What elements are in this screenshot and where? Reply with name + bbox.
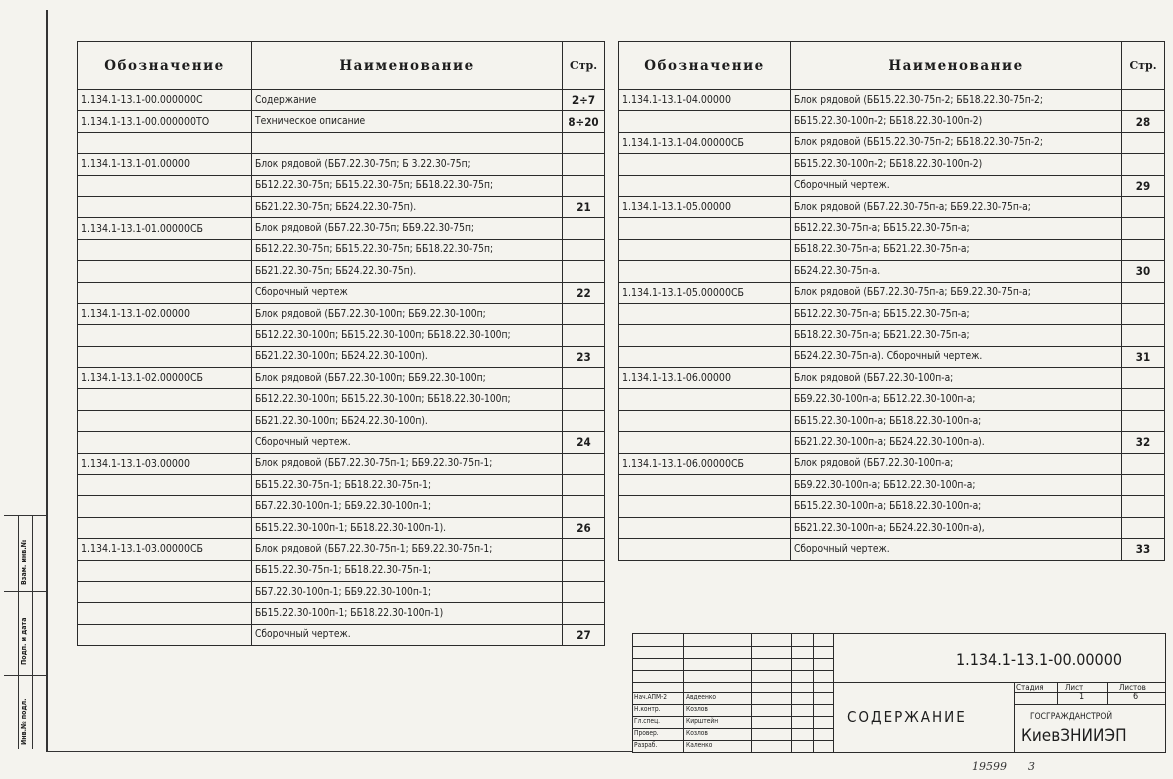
table-row [619,239,1165,260]
name-cell: ББ9.22.30-100п-а; ББ12.22.30-100п-а; [791,389,1122,410]
page-cell: 28 [1122,111,1165,132]
name-cell: ББ21.22.30-75п; ББ24.22.30-75п). [252,196,563,217]
designation-cell: 1.134.1-13.1-05.00000СБ [619,282,791,303]
page-cell [563,218,605,239]
name-cell: Блок рядовой (ББ7.22.30-100п-а; [791,368,1122,389]
designation-cell: 1.134.1-13.1-04.00000 [619,90,791,111]
name-cell: Блок рядовой (ББ7.22.30-100п; ББ9.22.30-100п; [252,303,563,324]
stage-label: Стадия [1016,683,1044,692]
name-cell: Блок рядовой (ББ15.22.30-75п-2; ББ18.22.30-75п-2; [791,132,1122,153]
table-row [78,496,605,517]
table-row [78,517,605,538]
name-cell: Блок рядовой (ББ15.22.30-75п-2; ББ18.22.30-75п-2; [791,90,1122,111]
name-cell: Блок рядовой (ББ7.22.30-100п; ББ9.22.30-100п; [252,368,563,389]
table-row [619,303,1165,324]
table-row [619,132,1165,153]
page-cell: 29 [1122,175,1165,196]
designation-cell [78,132,252,153]
page-cell: 21 [563,196,605,217]
table-row [78,132,605,153]
designation-cell [619,154,791,175]
page-cell [563,261,605,282]
page-cell: 31 [1122,346,1165,367]
signature-person: Козлов [686,729,708,737]
name-cell: ББ7.22.30-100п-1; ББ9.22.30-100п-1; [252,581,563,602]
name-cell: ББ7.22.30-100п-1; ББ9.22.30-100п-1; [252,496,563,517]
table-row [78,175,605,196]
table-row [78,603,605,624]
table-row [619,410,1165,431]
table-row [619,90,1165,111]
name-cell: ББ15.22.30-100п-а; ББ18.22.30-100п-а; [791,410,1122,431]
table-row [78,261,605,282]
org-line-2: КиевЗНИИЭП [1021,726,1127,746]
table-row [619,389,1165,410]
designation-cell [78,603,252,624]
page-header: Стр. [563,42,605,90]
table-row [78,475,605,496]
designation-cell [619,517,791,538]
name-cell: ББ12.22.30-100п; ББ15.22.30-100п; ББ18.22.30-100п; [252,389,563,410]
page-cell [563,154,605,175]
title-block [632,633,1166,753]
table-row [619,453,1165,474]
table-row [619,154,1165,175]
name-cell: ББ21.22.30-100п; ББ24.22.30-100п). [252,346,563,367]
signature-person: Кирштейн [686,717,719,725]
designation-cell [78,196,252,217]
page-cell [563,389,605,410]
name-cell: ББ15.22.30-100п-2; ББ18.22.30-100п-2) [791,154,1122,175]
page-cell: 30 [1122,261,1165,282]
designation-cell: 1.134.1-13.1-05.00000 [619,196,791,217]
page-cell: 32 [1122,432,1165,453]
table-row [78,368,605,389]
name-header: Наименование [252,42,563,90]
name-cell: Техническое описание [252,111,563,132]
table-row [78,453,605,474]
table-row [619,475,1165,496]
designation-cell [619,325,791,346]
designation-cell [619,475,791,496]
signature-person: Авдеенко [686,693,717,701]
page-cell [563,410,605,431]
page-cell [563,368,605,389]
name-cell: Содержание [252,90,563,111]
page-cell [563,303,605,324]
name-cell: Сборочный чертеж. [791,175,1122,196]
name-cell: Блок рядовой (ББ7.22.30-75п; Б 3.22.30-75п; [252,154,563,175]
frame-left-line [46,10,48,752]
page-cell [1122,218,1165,239]
page-cell [563,325,605,346]
doc-code: 1.134.1-13.1-00.00000 [956,650,1123,669]
contents-table-left [77,41,605,646]
table-row [619,111,1165,132]
name-cell: ББ12.22.30-75п; ББ15.22.30-75п; ББ18.22.30-75п; [252,175,563,196]
table-row [619,346,1165,367]
designation-cell: 1.134.1-13.1-00.000000ТО [78,111,252,132]
table-row [619,282,1165,303]
name-cell: Сборочный чертеж. [252,624,563,645]
designation-header: Обозначение [619,42,791,90]
designation-cell [619,346,791,367]
table-row [78,325,605,346]
designation-header: Обозначение [78,42,252,90]
page-cell [563,539,605,560]
designation-cell [619,496,791,517]
designation-cell [619,111,791,132]
table-row [78,389,605,410]
designation-cell [619,239,791,260]
page-cell [1122,303,1165,324]
table-row [619,496,1165,517]
name-cell: Блок рядовой (ББ7.22.30-75п; ББ9.22.30-75п; [252,218,563,239]
designation-cell [78,282,252,303]
designation-cell: 1.134.1-13.1-06.00000 [619,368,791,389]
name-cell: ББ21.22.30-100п-а; ББ24.22.30-100п-а), [791,517,1122,538]
page-cell [563,175,605,196]
signature-role: Н.контр. [634,705,661,713]
name-cell: ББ15.22.30-100п-2; ББ18.22.30-100п-2) [791,111,1122,132]
frame-bottom-line [46,751,632,752]
signature-role: Нач.АПМ-2 [634,693,668,701]
signature-role: Провер. [634,729,659,737]
name-cell: Блок рядовой (ББ7.22.30-75п-а; ББ9.22.30-75п-а; [791,196,1122,217]
side-binding-stamp [4,515,46,749]
designation-cell [619,175,791,196]
designation-cell [78,560,252,581]
page-cell [1122,132,1165,153]
name-cell: Блок рядовой (ББ7.22.30-100п-а; [791,453,1122,474]
name-cell: ББ12.22.30-75п; ББ15.22.30-75п; ББ18.22.30-75п; [252,239,563,260]
table-header-row [78,42,605,90]
doc-title: СОДЕРЖАНИЕ [847,708,967,726]
table-row [78,218,605,239]
page-cell: 26 [563,517,605,538]
contents-table-right [618,41,1165,561]
table-row [619,218,1165,239]
signature-role: Разраб. [634,741,658,749]
page-cell [563,581,605,602]
designation-cell [78,517,252,538]
side-stamp-label-2: Подп. и дата [20,617,28,665]
designation-cell [78,175,252,196]
designation-cell [78,496,252,517]
signature-role: Гл.спец. [634,717,661,725]
name-cell: Сборочный чертеж. [252,432,563,453]
table-row [619,175,1165,196]
table-row [78,624,605,645]
name-cell: ББ15.22.30-75п-1; ББ18.22.30-75п-1; [252,560,563,581]
signature-person: Каленко [686,741,713,749]
page-cell: 2÷7 [563,90,605,111]
name-cell: ББ15.22.30-100п-1; ББ18.22.30-100п-1). [252,517,563,538]
table-row [78,581,605,602]
table-row [619,517,1165,538]
designation-cell [78,346,252,367]
name-cell: ББ15.22.30-75п-1; ББ18.22.30-75п-1; [252,475,563,496]
name-cell: Блок рядовой (ББ7.22.30-75п-1; ББ9.22.30-75п-1; [252,453,563,474]
designation-cell: 1.134.1-13.1-02.00000 [78,303,252,324]
name-cell: Сборочный чертеж. [791,539,1122,560]
name-cell: ББ21.22.30-75п; ББ24.22.30-75п). [252,261,563,282]
sheet-label: Лист [1065,683,1084,692]
sheets-value: 6 [1133,692,1139,702]
designation-cell [78,475,252,496]
table-row [78,346,605,367]
page-cell: 27 [563,624,605,645]
table-row [78,154,605,175]
table-row [619,432,1165,453]
page-cell [1122,90,1165,111]
designation-cell [78,581,252,602]
designation-cell: 1.134.1-13.1-01.00000СБ [78,218,252,239]
name-header: Наименование [791,42,1122,90]
designation-cell: 1.134.1-13.1-03.00000СБ [78,539,252,560]
sheet-value: 1 [1079,692,1085,702]
designation-cell [619,389,791,410]
table-row [78,410,605,431]
page-cell [1122,389,1165,410]
name-cell: ББ24.22.30-75п-а). Сборочный чертеж. [791,346,1122,367]
signature-person: Козлов [686,705,708,713]
page-cell [1122,496,1165,517]
name-cell: ББ12.22.30-100п; ББ15.22.30-100п; ББ18.22.30-100п; [252,325,563,346]
page-cell [1122,453,1165,474]
page-cell [1122,239,1165,260]
org-line-1: ГОСГРАЖДАНСТРОЙ [1030,712,1113,722]
table-row [78,196,605,217]
page-cell: 33 [1122,539,1165,560]
page-cell [563,132,605,153]
designation-cell [619,539,791,560]
page-cell [563,560,605,581]
archive-number: 19599 [972,760,1007,773]
name-cell: ББ21.22.30-100п-а; ББ24.22.30-100п-а). [791,432,1122,453]
name-cell: ББ9.22.30-100п-а; ББ12.22.30-100п-а; [791,475,1122,496]
table-row [619,196,1165,217]
table-row [78,239,605,260]
designation-cell: 1.134.1-13.1-02.00000СБ [78,368,252,389]
sheets-label: Листов [1119,683,1146,692]
designation-cell [78,325,252,346]
page-cell [563,603,605,624]
table-row [78,90,605,111]
table-row [78,539,605,560]
designation-cell: 1.134.1-13.1-00.000000С [78,90,252,111]
name-cell: ББ24.22.30-75п-а. [791,261,1122,282]
table-header-row [619,42,1165,90]
page-cell: 8÷20 [563,111,605,132]
page-header: Стр. [1122,42,1165,90]
designation-cell [619,303,791,324]
page-cell [563,496,605,517]
designation-cell [619,261,791,282]
name-cell: ББ18.22.30-75п-а; ББ21.22.30-75п-а; [791,239,1122,260]
name-cell: ББ21.22.30-100п; ББ24.22.30-100п). [252,410,563,431]
page-number: 3 [1028,760,1035,773]
table-row [78,560,605,581]
designation-cell [78,410,252,431]
page-cell: 22 [563,282,605,303]
page-cell [563,239,605,260]
designation-cell [78,389,252,410]
designation-cell [78,261,252,282]
side-stamp-label-1: Взам. инв.№ [20,539,28,585]
side-stamp-label-3: Инв.№ подл. [20,698,28,745]
name-cell: ББ12.22.30-75п-а; ББ15.22.30-75п-а; [791,303,1122,324]
name-cell: ББ15.22.30-100п-1; ББ18.22.30-100п-1) [252,603,563,624]
table-row [619,539,1165,560]
designation-cell [619,410,791,431]
designation-cell [619,218,791,239]
page-cell [1122,154,1165,175]
page-cell [563,453,605,474]
designation-cell: 1.134.1-13.1-04.00000СБ [619,132,791,153]
table-row [78,303,605,324]
page-cell [1122,325,1165,346]
page-cell: 24 [563,432,605,453]
name-cell: Блок рядовой (ББ7.22.30-75п-а; ББ9.22.30-75п-а; [791,282,1122,303]
name-cell [252,132,563,153]
page-cell [1122,475,1165,496]
designation-cell [78,432,252,453]
page-cell: 23 [563,346,605,367]
name-cell: Сборочный чертеж [252,282,563,303]
designation-cell [78,239,252,260]
name-cell: Блок рядовой (ББ7.22.30-75п-1; ББ9.22.30-75п-1; [252,539,563,560]
designation-cell: 1.134.1-13.1-06.00000СБ [619,453,791,474]
designation-cell [619,432,791,453]
page-cell [1122,410,1165,431]
page-cell [1122,196,1165,217]
table-row [78,282,605,303]
page-cell [1122,517,1165,538]
name-cell: ББ18.22.30-75п-а; ББ21.22.30-75п-а; [791,325,1122,346]
designation-cell: 1.134.1-13.1-03.00000 [78,453,252,474]
table-row [78,432,605,453]
designation-cell [78,624,252,645]
table-row [619,368,1165,389]
page-cell [563,475,605,496]
page-cell [1122,282,1165,303]
table-row [619,325,1165,346]
page-cell [1122,368,1165,389]
designation-cell: 1.134.1-13.1-01.00000 [78,154,252,175]
table-row [619,261,1165,282]
name-cell: ББ12.22.30-75п-а; ББ15.22.30-75п-а; [791,218,1122,239]
table-row [78,111,605,132]
name-cell: ББ15.22.30-100п-а; ББ18.22.30-100п-а; [791,496,1122,517]
